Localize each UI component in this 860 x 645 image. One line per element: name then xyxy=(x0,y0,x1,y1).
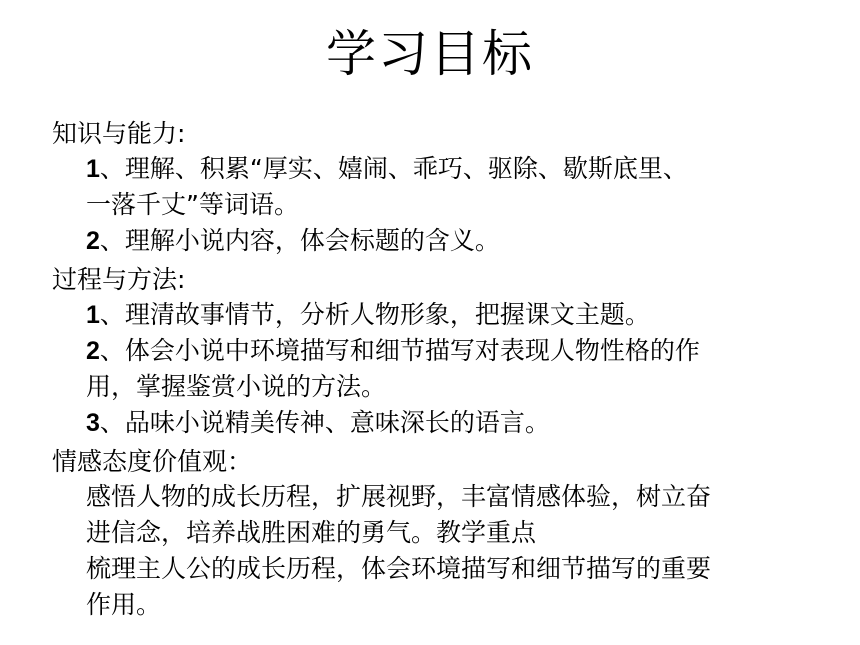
item-text: 作用。 xyxy=(86,590,162,619)
section-knowledge-ability xyxy=(52,116,822,259)
item-text: 、体会小说中环境描写和细节描写对表现人物性格的作 xyxy=(99,336,700,365)
list-item xyxy=(52,223,822,259)
item-text: 用，掌握鉴赏小说的方法。 xyxy=(86,372,387,401)
list-item xyxy=(52,369,822,405)
list-item xyxy=(52,405,822,441)
section-process-method xyxy=(52,262,822,441)
item-number: 1 xyxy=(86,301,100,329)
section-emotion-values xyxy=(52,444,822,623)
item-number: 3 xyxy=(86,409,100,437)
slide-title: 学习目标 xyxy=(326,25,534,83)
list-item xyxy=(52,187,822,223)
list-item xyxy=(52,297,822,333)
list-item xyxy=(52,479,822,515)
list-item xyxy=(52,333,822,369)
section-heading: 过程与方法: xyxy=(52,265,186,294)
item-text: 一落千丈”等词语。 xyxy=(86,190,299,219)
list-item xyxy=(52,551,822,587)
item-number: 2 xyxy=(86,227,100,255)
item-number: 2 xyxy=(86,337,100,365)
item-text: 、品味小说精美传神、意味深长的语言。 xyxy=(99,408,550,437)
item-text: 、理解小说内容，体会标题的含义。 xyxy=(99,226,500,255)
item-text: 进信念，培养战胜困难的勇气。教学重点 xyxy=(86,518,537,547)
list-item xyxy=(52,587,822,623)
item-text: 、理清故事情节，分析人物形象，把握课文主题。 xyxy=(99,300,650,329)
item-text: 感悟人物的成长历程，扩展视野，丰富情感体验，树立奋 xyxy=(86,482,712,511)
item-text: 梳理主人公的成长历程，体会环境描写和细节描写的重要 xyxy=(86,554,712,583)
section-heading: 情感态度价值观： xyxy=(52,447,253,476)
section-heading: 知识与能力: xyxy=(52,119,186,148)
objectives-content xyxy=(52,116,822,623)
item-number: 1 xyxy=(86,155,100,183)
list-item xyxy=(52,515,822,551)
list-item xyxy=(52,151,822,187)
item-text: 、理解、积累“厚实、嬉闹、乖巧、驱除、歇斯底里、 xyxy=(99,154,688,183)
